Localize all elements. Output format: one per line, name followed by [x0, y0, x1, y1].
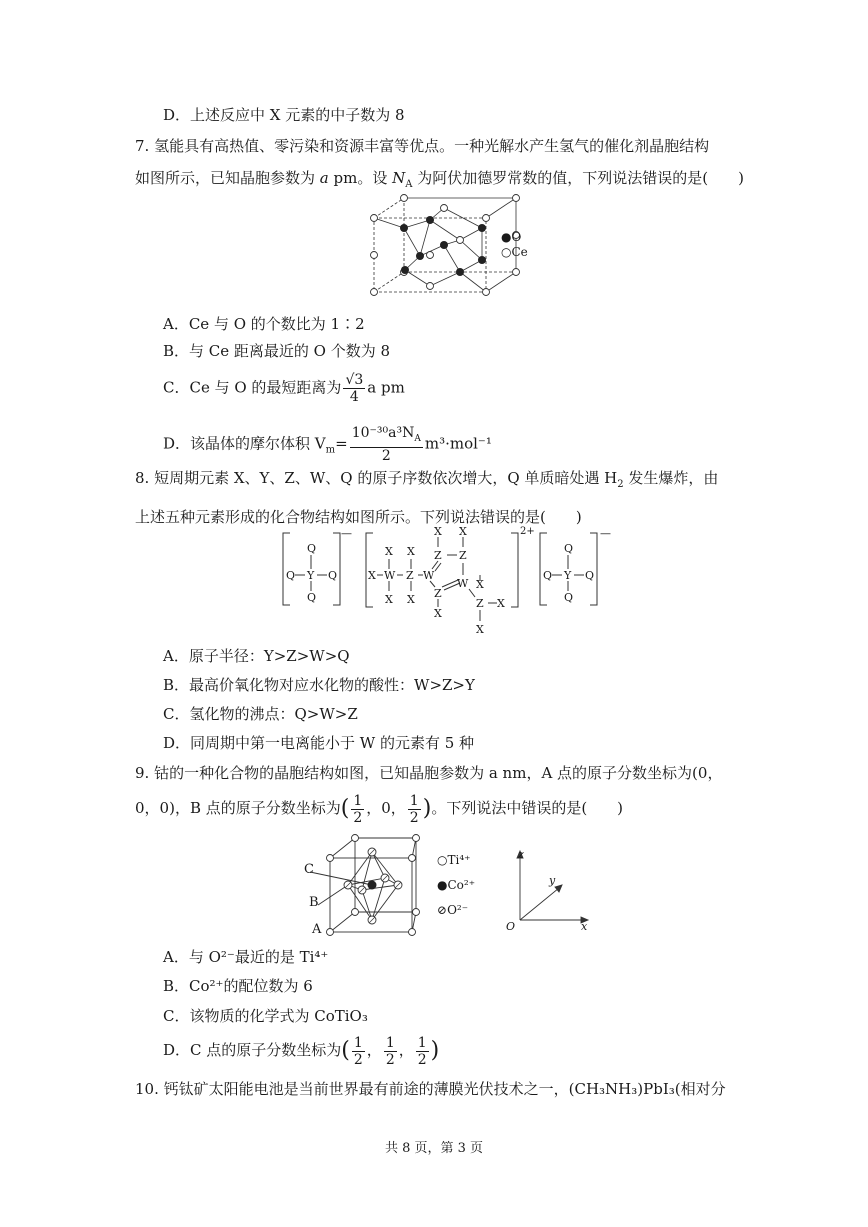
q7-stem-line1: 7. 氢能具有高热值、零污染和资源丰富等优点。一种光解水产生氢气的催化剂晶胞结构 — [135, 137, 710, 155]
open-circle-icon: ○ — [501, 245, 512, 259]
svg-text:X: X — [407, 545, 415, 558]
q9-label-c: C — [304, 862, 314, 877]
q9-axis-y: y — [549, 874, 556, 887]
q9-label-b: B — [309, 895, 319, 910]
q8-stem-line2: 上述五种元素形成的化合物结构如图所示。下列说法错误的是( ) — [135, 508, 582, 526]
q8-charge-anion-2: — — [600, 527, 611, 540]
q7-option-b: B．与 Ce 距离最近的 O 个数为 8 — [163, 342, 391, 360]
q9-legend-o: ⊘O²⁻ — [437, 903, 469, 917]
q9-stem-line2: 0，0)，B 点的原子分数坐标为( $\frac{1}{2}$ ，0， $\frac{1}{2}$ )。下列说法中错误的是( ) — [135, 792, 624, 826]
q9-option-d: D．C 点的原子分数坐标为( $\frac{1}{2}$ ， $\frac{1}{2}$ ， $\frac{1}{2}$ ) — [163, 1034, 440, 1068]
svg-text:X: X — [476, 623, 484, 636]
svg-text:Q: Q — [585, 569, 595, 582]
svg-text:Q: Q — [286, 569, 296, 582]
svg-text:X: X — [434, 607, 442, 620]
svg-text:X: X — [368, 569, 376, 582]
open-circle-icon: ○ — [437, 853, 448, 867]
q7-option-d: D．该晶体的摩尔体积 $V_m=$ $\frac{10^{-30}a^3N_A}{2}$ m³·mol⁻¹ — [163, 425, 492, 464]
q9-option-a: A．与 O²⁻最近的是 Ti⁴⁺ — [163, 948, 329, 966]
q8-charge-cation: 2+ — [520, 526, 535, 537]
q7-legend — [501, 230, 528, 260]
q7-legend-ce: ○Ce — [501, 245, 528, 259]
svg-text:Z: Z — [476, 597, 484, 610]
q8-charge-anion-1: — — [341, 527, 352, 540]
q7-option-d-fraction: $\frac{10^{-30}a^3N_A}{2}$ — [351, 425, 421, 464]
q8-atom-label: Q — [307, 542, 317, 555]
q9-axis-x: x — [581, 920, 588, 933]
svg-text:Q: Q — [564, 591, 574, 604]
q9-legend-ti: ○Ti⁴⁺ — [437, 853, 471, 867]
filled-circle-icon: ● — [437, 878, 448, 892]
q8-option-b: B．最高价氧化物对应水化物的酸性：W>Z>Y — [163, 676, 475, 694]
q8-option-c: C．氢化物的沸点：Q>W>Z — [163, 705, 358, 723]
svg-text:X: X — [434, 525, 442, 538]
svg-text:W: W — [384, 569, 396, 582]
svg-text:X: X — [407, 593, 415, 606]
svg-text:X: X — [385, 593, 393, 606]
svg-text:X: X — [497, 597, 505, 610]
svg-text:Z: Z — [459, 549, 467, 562]
q8-stem-line1: 8. 短周期元素 X、Y、Z、W、Q 的原子序数依次增大，Q 单质暗处遇 $H_2$ 发生爆炸，由 — [135, 469, 719, 490]
q9-stem-line1: 9. 钴的一种化合物的晶胞结构如图，已知晶胞参数为 a nm，A 点的原子分数坐标为(0， — [135, 764, 723, 782]
q8-option-a: A．原子半径：Y>Z>W>Q — [163, 647, 350, 665]
q6-option-d: D．上述反应中 X 元素的中子数为 8 — [163, 106, 405, 124]
hatched-circle-icon: ⊘ — [437, 903, 448, 917]
q9-axis-z: z — [518, 848, 524, 861]
svg-text:Q: Q — [564, 542, 574, 555]
svg-text:Q: Q — [543, 569, 553, 582]
svg-text:Q: Q — [328, 569, 338, 582]
svg-text:X: X — [385, 545, 393, 558]
q9-legend — [437, 848, 475, 923]
svg-text:Y: Y — [564, 569, 572, 582]
q8-stem — [135, 462, 745, 533]
svg-text:Y: Y — [307, 569, 315, 582]
svg-text:X: X — [476, 578, 484, 591]
q8-option-d: D．同周期中第一电离能小于 W 的元素有 5 种 — [163, 734, 475, 752]
svg-text:Q: Q — [307, 591, 317, 604]
q9-legend-co: ●Co²⁺ — [437, 878, 476, 892]
q9-axis-origin: O — [506, 920, 516, 933]
q9-label-a: A — [312, 922, 322, 937]
q7-option-c: C．Ce 与 O 的最短距离为 $\frac{√3}{4}$ a pm — [163, 372, 405, 405]
filled-circle-icon: ● — [501, 230, 512, 244]
q9-option-b: B．Co²⁺的配位数为 6 — [163, 977, 313, 995]
q7-option-a: A．Ce 与 O 的个数比为 1∶2 — [163, 315, 365, 333]
svg-text:X: X — [459, 525, 467, 538]
q10-stem: 10. 钙钛矿太阳能电池是当前世界最有前途的薄膜光伏技术之一，(CH₃NH₃)PbI₃(相对分 — [135, 1080, 726, 1098]
q8-structure-figure — [275, 525, 625, 640]
q9-option-c: C．该物质的化学式为 CoTiO₃ — [163, 1007, 368, 1025]
q7-legend-o: ●O — [501, 230, 522, 244]
svg-text:Z: Z — [434, 549, 442, 562]
svg-text:W: W — [423, 569, 435, 582]
page-footer: 共 8 页，第 3 页 — [384, 1141, 484, 1156]
svg-text:Z: Z — [406, 569, 414, 582]
q7-stem-line2: 如图所示，已知晶胞参数为 a pm。设 $N_A$ 为阿伏加德罗常数的值，下列说法错误的是( ) — [135, 169, 744, 190]
q7-option-c-fraction: $\frac{√3}{4}$ — [345, 372, 364, 405]
svg-text:W: W — [457, 577, 469, 590]
svg-text:Z: Z — [434, 587, 442, 600]
